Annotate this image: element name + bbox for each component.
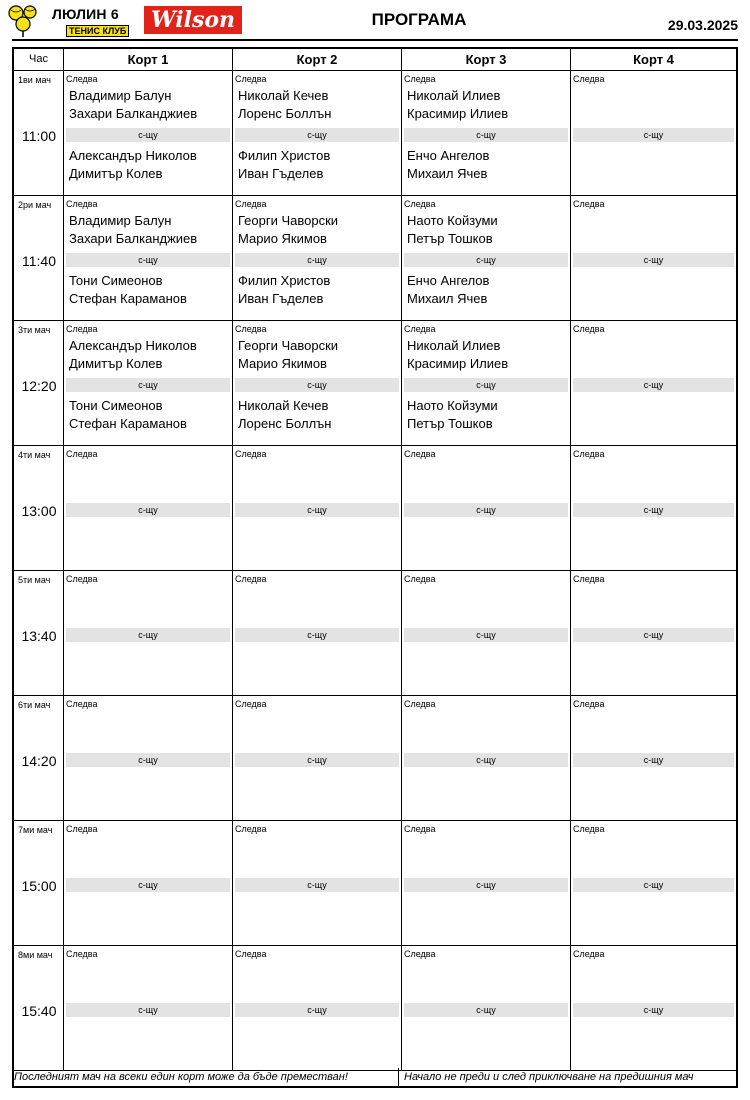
match-cell <box>233 321 402 446</box>
versus-bar: с-щу <box>404 503 568 517</box>
player-name: Владимир Балун <box>69 88 172 103</box>
player-name: Филип Христов <box>238 148 331 163</box>
next-label: Следва <box>573 449 605 459</box>
match-cell <box>64 321 233 446</box>
versus-bar: с-щу <box>404 1003 568 1017</box>
match-cell <box>64 821 233 946</box>
player-name: Марио Якимов <box>238 231 327 246</box>
time-slot-cell <box>14 71 64 196</box>
versus-bar: с-щу <box>573 253 734 267</box>
next-label: Следва <box>404 449 436 459</box>
next-label: Следва <box>404 574 436 584</box>
versus-bar: с-щу <box>235 503 399 517</box>
match-cell <box>64 946 233 1071</box>
player-name: Лоренс Боллън <box>238 416 332 431</box>
time-slot-cell <box>14 696 64 821</box>
match-cell <box>402 946 571 1071</box>
versus-bar: с-щу <box>235 753 399 767</box>
next-label: Следва <box>235 449 267 459</box>
player-name: Николай Кечев <box>238 398 329 413</box>
next-label: Следва <box>66 824 98 834</box>
next-label: Следва <box>573 824 605 834</box>
next-label: Следва <box>235 824 267 834</box>
next-label: Следва <box>66 949 98 959</box>
match-cell <box>64 71 233 196</box>
time-column-header: Час <box>14 49 64 71</box>
match-cell <box>402 446 571 571</box>
player-name: Иван Гъделев <box>238 166 324 181</box>
versus-bar: с-щу <box>66 753 230 767</box>
match-cell <box>64 196 233 321</box>
versus-bar: с-щу <box>235 1003 399 1017</box>
next-label: Следва <box>404 324 436 334</box>
start-time: 15:40 <box>21 1003 57 1019</box>
next-label: Следва <box>404 199 436 209</box>
player-name: Стефан Караманов <box>69 416 187 431</box>
match-cell <box>571 71 736 196</box>
page-title: ПРОГРАМА <box>371 10 467 29</box>
player-name: Филип Христов <box>238 273 331 288</box>
start-time: 15:00 <box>21 878 57 894</box>
match-cell <box>402 821 571 946</box>
player-name: Александър Николов <box>69 338 197 353</box>
next-label: Следва <box>235 199 267 209</box>
match-cell <box>233 946 402 1071</box>
start-time: 14:20 <box>21 753 57 769</box>
next-label: Следва <box>235 574 267 584</box>
player-name: Георги Чаворски <box>238 213 339 228</box>
club-name: ЛЮЛИН 6 <box>52 6 119 22</box>
versus-bar: с-щу <box>404 128 568 142</box>
match-number: 3ти мач <box>18 325 51 335</box>
time-slot-cell <box>14 571 64 696</box>
court-header: Корт 4 <box>571 49 736 71</box>
match-number: 5ти мач <box>18 575 51 585</box>
player-name: Димитър Колев <box>69 166 163 181</box>
match-cell <box>571 946 736 1071</box>
start-time: 13:00 <box>21 503 57 519</box>
player-name: Захари Балканджиев <box>69 106 198 121</box>
versus-bar: с-щу <box>573 753 734 767</box>
player-name: Петър Тошков <box>407 416 493 431</box>
player-name: Захари Балканджиев <box>69 231 198 246</box>
player-name: Петър Тошков <box>407 231 493 246</box>
player-name: Енчо Ангелов <box>407 148 490 163</box>
player-name: Енчо Ангелов <box>407 273 490 288</box>
time-slot-cell <box>14 196 64 321</box>
player-name: Николай Кечев <box>238 88 329 103</box>
next-label: Следва <box>404 74 436 84</box>
match-cell <box>571 321 736 446</box>
versus-bar: с-щу <box>573 1003 734 1017</box>
match-cell <box>233 696 402 821</box>
match-number: 2ри мач <box>18 200 52 210</box>
next-label: Следва <box>573 949 605 959</box>
start-time: 13:40 <box>21 628 57 644</box>
match-cell <box>571 196 736 321</box>
next-label: Следва <box>573 324 605 334</box>
next-label: Следва <box>66 324 98 334</box>
versus-bar: с-щу <box>573 128 734 142</box>
next-label: Следва <box>573 699 605 709</box>
page-header <box>0 0 750 42</box>
next-label: Следва <box>573 199 605 209</box>
match-cell <box>233 196 402 321</box>
start-time: 12:20 <box>21 378 57 394</box>
player-name: Красимир Илиев <box>407 106 509 121</box>
match-cell <box>571 696 736 821</box>
versus-bar: с-щу <box>66 253 230 267</box>
next-label: Следва <box>66 574 98 584</box>
versus-bar: с-щу <box>235 378 399 392</box>
versus-bar: с-щу <box>66 878 230 892</box>
match-cell <box>571 821 736 946</box>
player-name: Николай Илиев <box>407 338 501 353</box>
player-name: Тони Симеонов <box>69 273 163 288</box>
versus-bar: с-щу <box>66 378 230 392</box>
match-cell <box>571 571 736 696</box>
court-header: Корт 1 <box>64 49 233 71</box>
start-time: 11:40 <box>22 253 56 269</box>
time-slot-cell <box>14 946 64 1071</box>
match-cell <box>233 821 402 946</box>
match-number: 7ми мач <box>18 825 53 835</box>
header-divider <box>12 39 738 41</box>
match-cell <box>233 71 402 196</box>
match-cell <box>402 321 571 446</box>
match-cell <box>233 446 402 571</box>
player-name: Наото Койзуми <box>407 213 498 228</box>
match-cell <box>64 696 233 821</box>
versus-bar: с-щу <box>66 503 230 517</box>
match-cell <box>64 571 233 696</box>
next-label: Следва <box>573 74 605 84</box>
next-label: Следва <box>66 199 98 209</box>
next-label: Следва <box>235 699 267 709</box>
versus-bar: с-щу <box>235 253 399 267</box>
match-cell <box>402 571 571 696</box>
court-header: Корт 2 <box>233 49 402 71</box>
time-slot-cell <box>14 821 64 946</box>
player-name: Стефан Караманов <box>69 291 187 306</box>
next-label: Следва <box>573 574 605 584</box>
versus-bar: с-щу <box>235 628 399 642</box>
match-number: 8ми мач <box>18 950 53 960</box>
schedule-table <box>12 47 738 1088</box>
time-slot-cell <box>14 321 64 446</box>
player-name: Александър Николов <box>69 148 197 163</box>
versus-bar: с-щу <box>404 253 568 267</box>
match-cell <box>571 446 736 571</box>
player-name: Николай Илиев <box>407 88 501 103</box>
versus-bar: с-щу <box>404 753 568 767</box>
next-label: Следва <box>404 949 436 959</box>
time-slot-cell <box>14 446 64 571</box>
wilson-logo: Wilson <box>144 6 242 34</box>
next-label: Следва <box>235 949 267 959</box>
player-name: Георги Чаворски <box>238 338 339 353</box>
player-name: Марио Якимов <box>238 356 327 371</box>
next-label: Следва <box>235 324 267 334</box>
match-number: 6ти мач <box>18 700 51 710</box>
player-name: Красимир Илиев <box>407 356 509 371</box>
match-cell <box>402 196 571 321</box>
versus-bar: с-щу <box>404 628 568 642</box>
versus-bar: с-щу <box>404 878 568 892</box>
footer-note-left: Последният мач на всеки един корт може да бъде преместван! <box>14 1068 399 1087</box>
club-subtitle: ТЕНИС КЛУБ <box>66 25 129 37</box>
next-label: Следва <box>235 74 267 84</box>
versus-bar: с-щу <box>573 378 734 392</box>
player-name: Димитър Колев <box>69 356 163 371</box>
next-label: Следва <box>404 824 436 834</box>
player-name: Михаил Ячев <box>407 166 488 181</box>
player-name: Иван Гъделев <box>238 291 324 306</box>
match-cell <box>64 446 233 571</box>
next-label: Следва <box>404 699 436 709</box>
player-name: Владимир Балун <box>69 213 172 228</box>
versus-bar: с-щу <box>66 1003 230 1017</box>
match-number: 4ти мач <box>18 450 51 460</box>
match-number: 1ви мач <box>18 75 51 85</box>
player-name: Лоренс Боллън <box>238 106 332 121</box>
player-name: Михаил Ячев <box>407 291 488 306</box>
match-cell <box>233 571 402 696</box>
player-name: Наото Койзуми <box>407 398 498 413</box>
next-label: Следва <box>66 74 98 84</box>
versus-bar: с-щу <box>573 878 734 892</box>
versus-bar: с-щу <box>235 128 399 142</box>
next-label: Следва <box>66 449 98 459</box>
next-label: Следва <box>66 699 98 709</box>
versus-bar: с-щу <box>235 878 399 892</box>
footer-note-right: Начало не преди и след приключване на предишния мач <box>404 1071 694 1083</box>
versus-bar: с-щу <box>573 628 734 642</box>
versus-bar: с-щу <box>66 128 230 142</box>
schedule-date: 29.03.2025 <box>667 17 738 33</box>
player-name: Тони Симеонов <box>69 398 163 413</box>
versus-bar: с-щу <box>404 378 568 392</box>
versus-bar: с-щу <box>573 503 734 517</box>
start-time: 11:00 <box>22 128 56 144</box>
versus-bar: с-щу <box>66 628 230 642</box>
match-cell <box>402 71 571 196</box>
match-cell <box>402 696 571 821</box>
court-header: Корт 3 <box>402 49 571 71</box>
